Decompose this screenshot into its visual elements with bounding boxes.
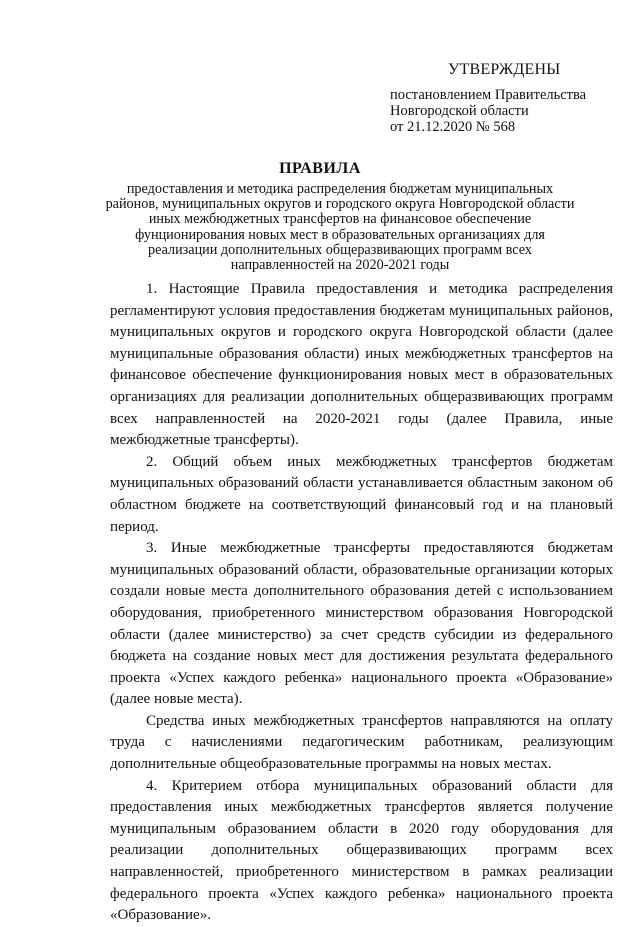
subtitle-line: иных межбюджетных трансфертов на финансовое обеспечение [148,211,532,228]
paragraph-2: 2. Общий объем иных межбюджетных трансфертов бюджетам муниципальных образований области устанавливается областным законом об областном бюджете на соответствующий финансовый год и на плановый период. [110,453,613,535]
subtitle-line: реализации дополнительных общеразвивающих программ всех [148,241,532,258]
approval-line-resolution: постановлением Правительства [390,87,587,103]
subtitle-line: фунционирования новых мест в образовательных организациях для [135,226,545,243]
paragraph-4: 4. Критерием отбора муниципальных образований области для предоставления иных межбюджетных трансфертов является получение муниципальным образованием области в 2020 году оборудования для реализации дополнительных общеразвивающих программ всех направленностей, приобретенного министерством в рамках реализации федерального проекта «Успех каждого ребенка» национального проекта «Образование». [110,777,613,924]
subtitle-line: направленностей на 2020-2021 годы [230,257,450,274]
approval-block [390,62,620,135]
subtitle-line: районов, муниципальных округов и городского округа Новгородской области [105,196,575,213]
approval-line-region: Новгородской области [390,103,529,119]
document-title: ПРАВИЛА [279,160,361,177]
approval-heading: УТВЕРЖДЕНЫ [448,61,561,78]
document-subtitle [100,182,580,273]
paragraph-3-continuation: Средства иных межбюджетных трансфертов направляются на оплату труда с начислениями педагогическим работникам, реализующим дополнительные общеобразовательные программы на новых местах. [110,712,613,773]
subtitle-line: предоставления и методика распределения бюджетам муниципальных [126,181,554,197]
paragraph-1: 1. Настоящие Правила предоставления и методика распределения регламентируют условия предоставления бюджетам муниципальных районов, муниципальных округов и городского округа Новгородской области (далее муниципальные образования области) иных межбюджетных трансфертов на финансовое обеспечение функционирования новых мест в образовательных организациях для реализации дополнительных общеразвивающих программ всех направленностей на 2020-2021 годы (далее Правила, иные межбюджетные трансферты). [110,281,613,449]
document-body [110,279,613,927]
paragraph-3: 3. Иные межбюджетные трансферты предоставляются бюджетам муниципальных образований области, образовательные организации которых создали новые места дополнительного образования детей с использованием оборудования, приобретенного министерством образования Новгородской области (далее министерство) за счет средств субсидии из федерального бюджета на создание новых мест для достижения результата федерального проекта «Успех каждого ребенка» национального проекта «Образование» (далее новые места). [110,540,613,708]
approval-line-date: от 21.12.2020 № 568 [390,119,516,135]
